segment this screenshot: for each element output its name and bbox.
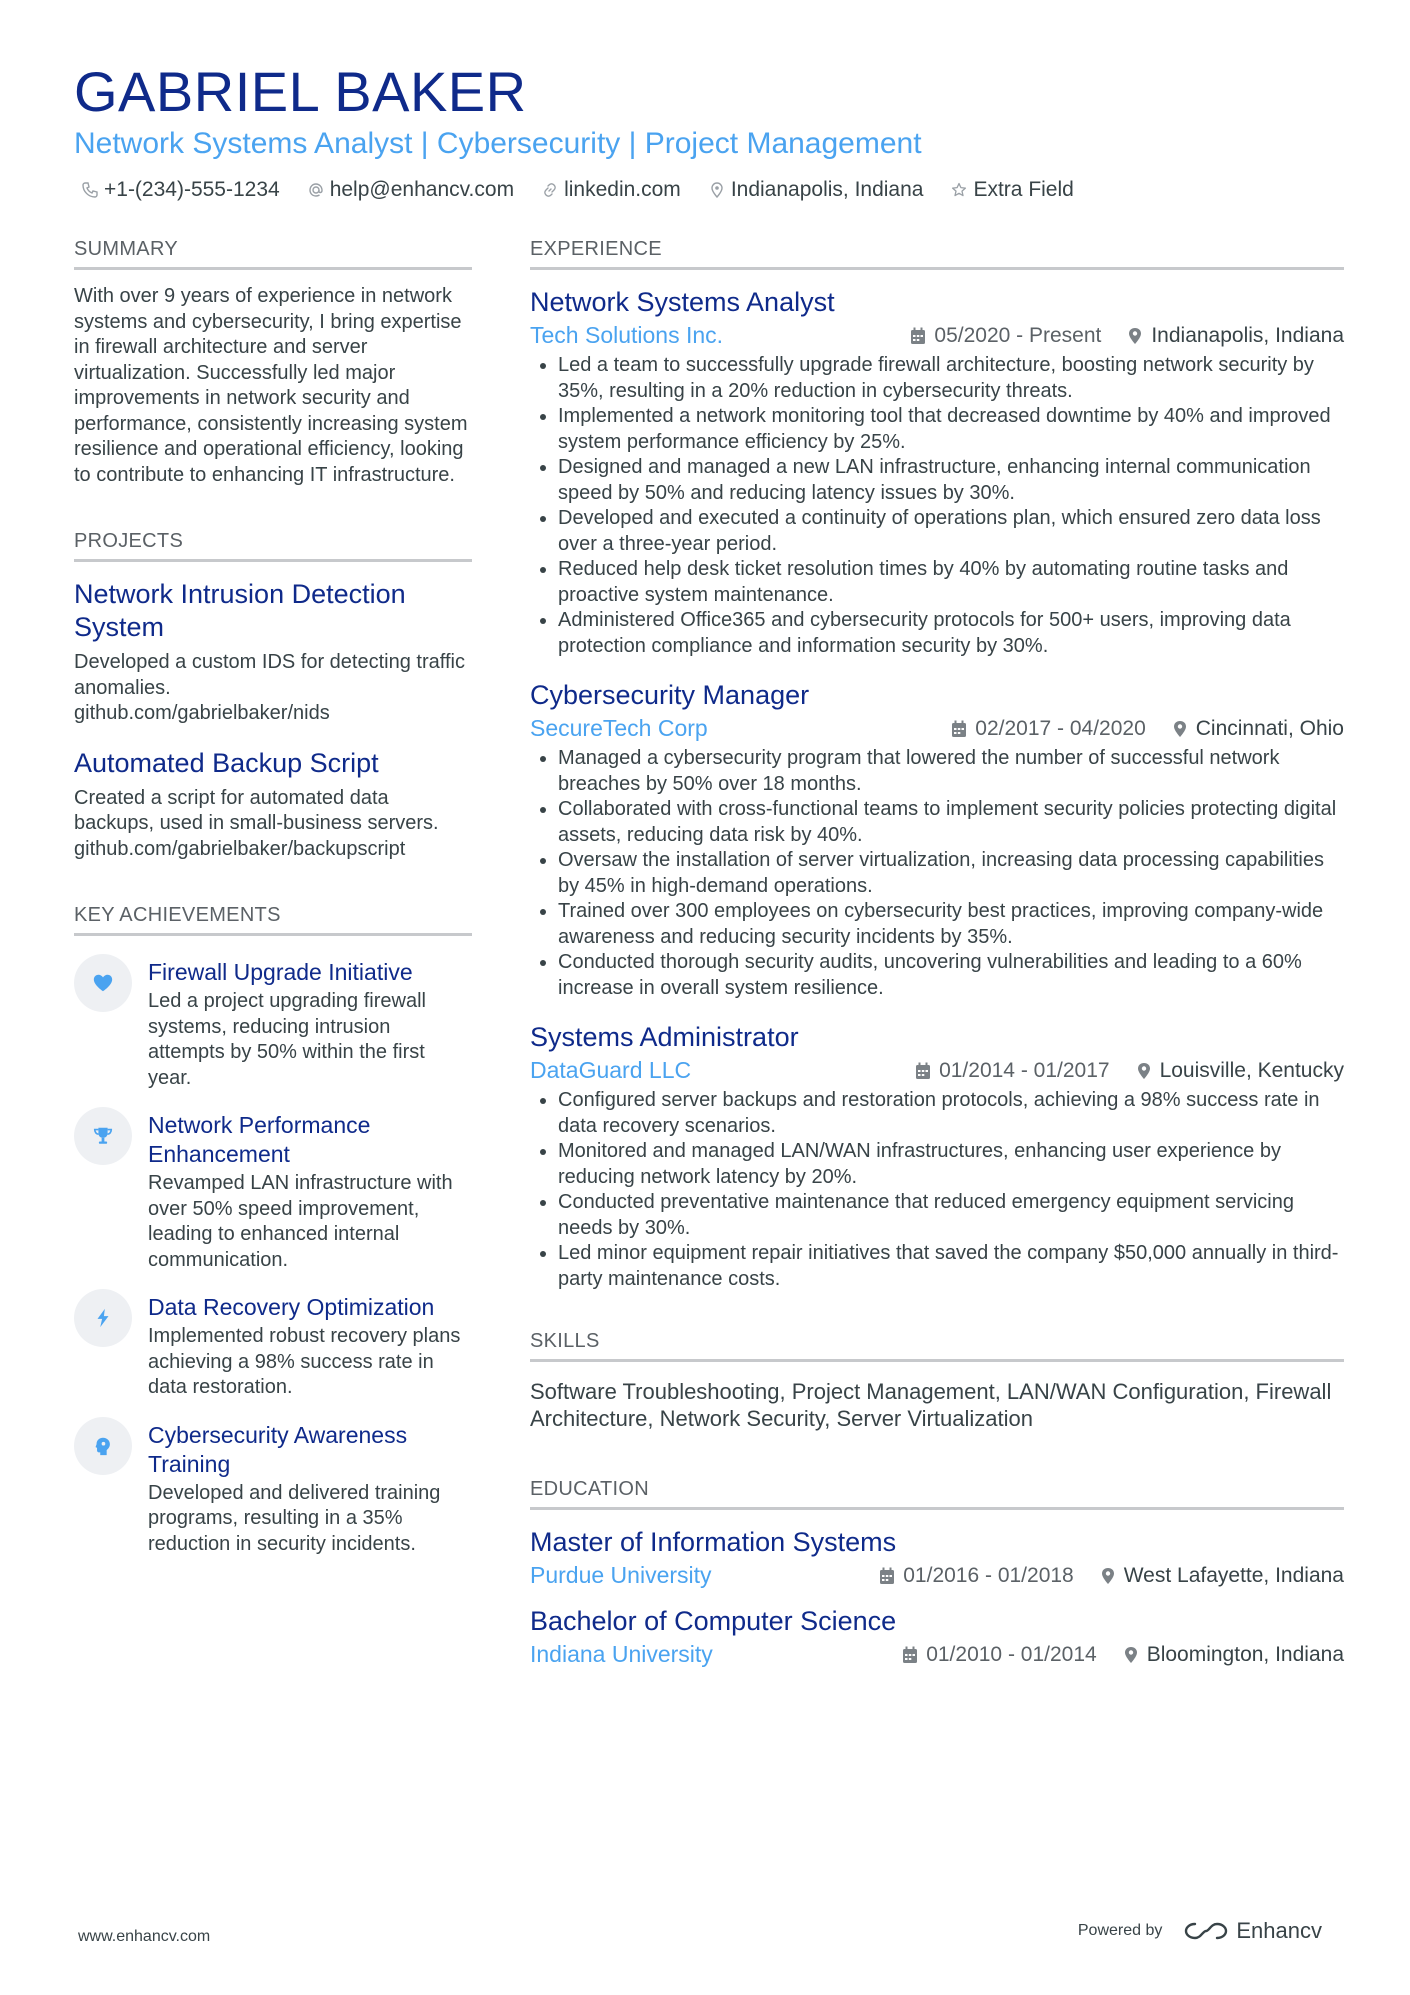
education-meta [530, 1641, 1344, 1668]
project-description: Developed a custom IDS for detecting traffic anomalies. [74, 651, 465, 699]
calendar-icon [879, 1567, 895, 1585]
education-section [530, 1478, 1344, 1668]
achievement-title: Cybersecurity Awareness Training [148, 1421, 408, 1477]
right-column [530, 238, 1344, 1684]
calendar-icon [910, 327, 926, 345]
location-icon [1123, 1646, 1139, 1664]
brand-logo[interactable] [1184, 1918, 1322, 1944]
location-icon [1172, 720, 1188, 738]
bullet-item: • Reduced help desk ticket resolution times by 40% by automating routine tasks and proactive system maintenance. [558, 557, 1344, 608]
job-meta-right [910, 324, 1344, 348]
degree-title: Master of Information Systems [530, 1527, 897, 1557]
job-title: Network Systems Analyst [530, 287, 835, 317]
location-icon [709, 182, 725, 198]
achievement-item [74, 958, 472, 1091]
section-title: KEY ACHIEVEMENTS [74, 904, 472, 936]
resume-page [74, 60, 1344, 1667]
job-entry [530, 679, 1344, 1001]
summary-section [74, 238, 472, 488]
achievement-icon-badge [74, 1417, 132, 1475]
dates-text: 01/2014 - 01/2017 [939, 1058, 1110, 1082]
bullet-item: • Monitored and managed LAN/WAN infrastructures, enhancing user experience by reducing network latency by 20%. [558, 1139, 1344, 1190]
project-desc [74, 650, 472, 727]
project-title: Network Intrusion Detection System [74, 579, 406, 642]
headline: Network Systems Analyst | Cybersecurity | Project Management [74, 127, 922, 160]
education-meta-right [879, 1564, 1344, 1588]
section-title: EXPERIENCE [530, 238, 1344, 270]
bullet-item: • Configured server backups and restoration protocols, achieving a 98% success rate in data recovery scenarios. [558, 1088, 1344, 1139]
job-bullets [530, 746, 1344, 1001]
bullet-item: • Collaborated with cross-functional teams to implement security policies protecting digital assets, reducing data risk by 40%. [558, 797, 1344, 848]
education-entry [530, 1605, 1344, 1668]
degree-title: Bachelor of Computer Science [530, 1606, 897, 1636]
footer-website[interactable]: www.enhancv.com [78, 1928, 211, 1945]
achievement-icon-badge [74, 1289, 132, 1347]
project-description: Created a script for automated data backups, used in small-business servers. [74, 786, 439, 834]
contact-email[interactable] [308, 178, 514, 202]
dates-text: 01/2016 - 01/2018 [903, 1563, 1074, 1587]
calendar-icon [915, 1062, 931, 1080]
bullet-item: • Developed and executed a continuity of operations plan, which ensured zero data loss over a three-year period. [558, 506, 1344, 557]
left-column [74, 238, 472, 1577]
contact-location [709, 178, 924, 202]
achievement-title: Firewall Upgrade Initiative [148, 959, 413, 985]
experience-section [530, 238, 1344, 1292]
section-title: EDUCATION [530, 1478, 1344, 1510]
job-meta [530, 1057, 1344, 1084]
project-item [74, 747, 472, 863]
bullet-item: • Led minor equipment repair initiatives that saved the company $50,000 annually in third-party maintenance costs. [558, 1241, 1344, 1292]
section-title: SUMMARY [74, 238, 472, 270]
trophy-icon [92, 1125, 114, 1147]
achievement-item [74, 1293, 472, 1401]
achievement-item [74, 1421, 472, 1558]
project-title: Automated Backup Script [74, 747, 379, 778]
job-bullets [530, 353, 1344, 659]
location-icon [1100, 1567, 1116, 1585]
location-text: West Lafayette, Indiana [1123, 1563, 1344, 1587]
summary-text: With over 9 years of experience in network systems and cybersecurity, I bring expertise in firewall architecture and server virtualization. Successfully led major improvements in network security and performance, consistently increasing system resilience and operational efficiency, looking to contribute to enhancing IT infrastructure. [74, 285, 468, 486]
location-icon [1136, 1062, 1152, 1080]
education-dates [902, 1643, 1096, 1667]
job-title: Cybersecurity Manager [530, 680, 810, 710]
calendar-icon [951, 720, 967, 738]
bullet-item: • Managed a cybersecurity program that lowered the number of successful network breaches by 50% over 18 months. [558, 746, 1344, 797]
bullet-item: • Conducted thorough security audits, uncovering vulnerabilities and leading to a 60% increase in overall system resilience. [558, 950, 1344, 1001]
contact-extra [951, 178, 1073, 202]
school-name: Indiana University [530, 1641, 713, 1667]
bullet-item: • Designed and managed a new LAN infrastructure, enhancing internal communication speed by 50% and reducing latency issues by 30%. [558, 455, 1344, 506]
education-meta [530, 1562, 1344, 1589]
achievements-section [74, 904, 472, 1557]
education-meta-right [902, 1643, 1344, 1667]
location-icon [1127, 327, 1143, 345]
bullet-item: • Trained over 300 employees on cybersecurity best practices, improving company-wide awareness and reducing security incidents by 35%. [558, 899, 1344, 950]
job-entry [530, 1021, 1344, 1292]
company-name: DataGuard LLC [530, 1057, 692, 1083]
project-link[interactable]: github.com/gabrielbaker/backupscript [74, 837, 406, 860]
section-title: PROJECTS [74, 530, 472, 562]
job-dates [951, 717, 1145, 741]
bullet-item: • Led a team to successfully upgrade firewall architecture, boosting network security by 35%, resulting in a 20% reduction in cybersecurity threats. [558, 353, 1344, 404]
dates-text: 02/2017 - 04/2020 [975, 716, 1146, 740]
location-text: Bloomington, Indiana [1146, 1642, 1344, 1666]
education-entry [530, 1526, 1344, 1589]
project-link[interactable]: github.com/gabrielbaker/nids [74, 702, 330, 724]
calendar-icon [902, 1646, 918, 1664]
at-icon [308, 182, 324, 198]
job-meta [530, 715, 1344, 742]
link-icon [542, 182, 558, 198]
contact-text: linkedin.com [564, 178, 681, 201]
section-title: SKILLS [530, 1330, 1344, 1362]
achievement-desc: Revamped LAN infrastructure with over 50% speed improvement, leading to enhanced internal communication. [148, 1172, 453, 1271]
dates-text: 01/2010 - 01/2014 [926, 1642, 1097, 1666]
contact-bar [74, 178, 1344, 202]
location-text: Cincinnati, Ohio [1195, 716, 1344, 740]
location-text: Louisville, Kentucky [1159, 1058, 1344, 1082]
contact-text: +1-(234)-555-1234 [104, 178, 280, 201]
education-dates [879, 1564, 1073, 1588]
infinity-logo-icon [1184, 1920, 1228, 1942]
job-dates [910, 324, 1101, 348]
achievement-desc: Developed and delivered training programs, resulting in a 35% reduction in security incidents. [148, 1481, 441, 1555]
job-location [1136, 1059, 1344, 1083]
brain-icon [92, 1435, 114, 1457]
job-entry [530, 286, 1344, 659]
achievement-content [148, 1111, 472, 1273]
projects-section [74, 530, 472, 862]
bullet-item: • Administered Office365 and cybersecurity protocols for 500+ users, improving data protection compliance and information security by 30%. [558, 608, 1344, 659]
achievement-item [74, 1111, 472, 1273]
company-name: SecureTech Corp [530, 715, 708, 741]
job-meta [530, 322, 1344, 349]
footer-branding [1078, 1918, 1322, 1944]
contact-linkedin[interactable] [542, 178, 681, 202]
achievement-icon-badge [74, 954, 132, 1012]
contact-text: help@enhancv.com [329, 178, 515, 201]
achievement-content [148, 958, 472, 1091]
powered-by-label: Powered by [1077, 1922, 1163, 1939]
achievement-desc: Implemented robust recovery plans achieving a 98% success rate in data restoration. [148, 1325, 461, 1398]
dates-text: 05/2020 - Present [934, 323, 1102, 347]
education-location [1100, 1564, 1344, 1588]
achievement-icon-badge [74, 1107, 132, 1165]
job-bullets [530, 1088, 1344, 1292]
school-name: Purdue University [530, 1562, 712, 1588]
company-name: Tech Solutions Inc. [530, 322, 724, 348]
bullet-item: • Oversaw the installation of server virtualization, increasing data processing capabilities by 45% in high-demand operations. [558, 848, 1344, 899]
achievement-title: Data Recovery Optimization [148, 1294, 435, 1320]
achievement-title: Network Performance Enhancement [148, 1112, 371, 1167]
location-text: Indianapolis, Indiana [1151, 323, 1344, 347]
achievement-content [148, 1293, 472, 1401]
phone-icon [82, 182, 98, 198]
achievement-desc: Led a project upgrading firewall systems, reducing intrusion attempts by 50% within the first year. [148, 990, 426, 1089]
brand-name: Enhancv [1236, 1918, 1322, 1943]
heart-icon [92, 972, 114, 994]
lightning-icon [92, 1307, 114, 1329]
job-dates [915, 1059, 1109, 1083]
job-meta-right [951, 717, 1344, 741]
job-title: Systems Administrator [530, 1022, 799, 1052]
contact-phone[interactable] [82, 178, 280, 202]
candidate-name: GABRIEL BAKER [74, 60, 527, 123]
skills-section [530, 1330, 1344, 1432]
star-icon [951, 182, 967, 198]
contact-text: Extra Field [973, 178, 1074, 201]
achievement-content [148, 1421, 472, 1558]
education-location [1123, 1643, 1344, 1667]
project-item [74, 578, 472, 727]
bullet-item: • Implemented a network monitoring tool that decreased downtime by 40% and improved system performance efficiency by 25%. [558, 404, 1344, 455]
job-location [1127, 324, 1344, 348]
skills-text: Software Troubleshooting, Project Management, LAN/WAN Configuration, Firewall Architecture, Network Security, Server Virtualization [530, 1379, 1332, 1431]
contact-text: Indianapolis, Indiana [730, 178, 924, 201]
project-desc [74, 786, 472, 863]
bullet-item: • Conducted preventative maintenance that reduced emergency equipment servicing needs by 30%. [558, 1190, 1344, 1241]
job-meta-right [915, 1059, 1344, 1083]
job-location [1172, 717, 1344, 741]
